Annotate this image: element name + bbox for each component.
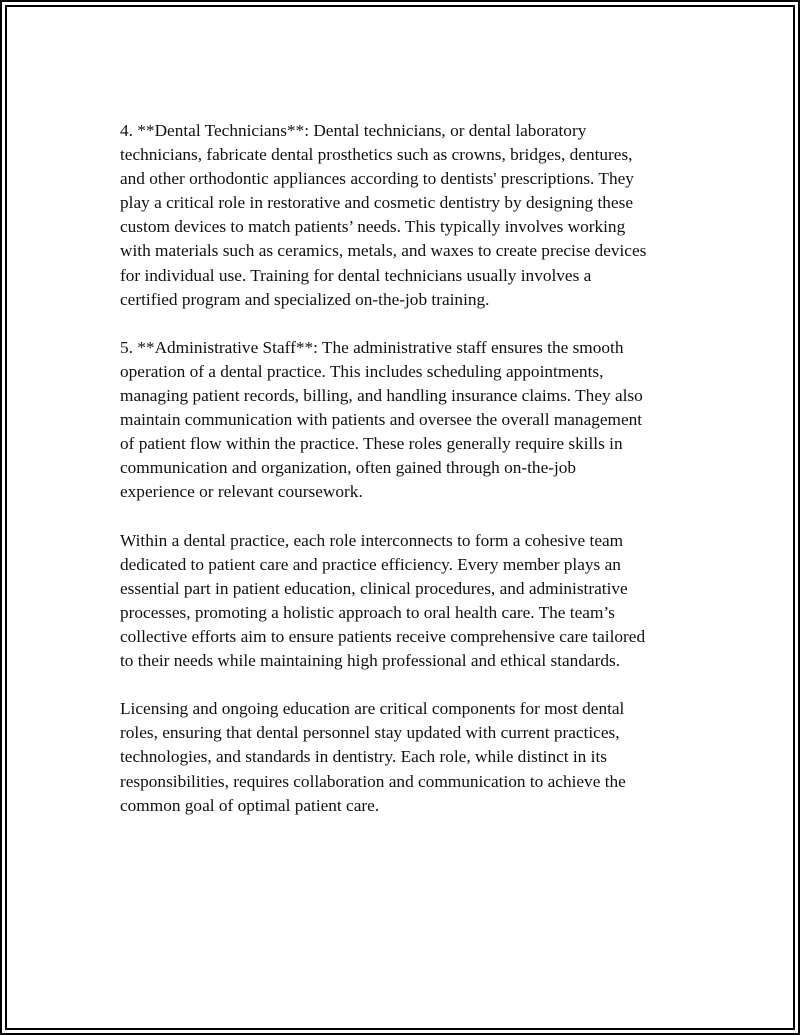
paragraph-dental-technicians: 4. **Dental Technicians**: Dental technicians, or dental laboratory technicians, fabricate dental prosthetics such as crowns, bridges, dentures, and other orthodontic appliances according to dentists' prescriptions. They play a critical role in restorative and cosmetic dentistry by designing these custom devices to match patients’ needs. This typically involves working with materials such as ceramics, metals, and waxes to create precise devices for individual use. Training for dental technicians usually involves a certified program and specialized on-the-job training. [120, 121, 647, 309]
paragraph-administrative-staff: 5. **Administrative Staff**: The administrative staff ensures the smooth operation of a dental practice. This includes scheduling appointments, managing patient records, billing, and handling insurance claims. They also maintain communication with patients and oversee the overall management of patient flow within the practice. These roles generally require skills in communication and organization, often gained through on-the-job experience or relevant coursework. [120, 337, 643, 502]
paragraph-licensing-education: Licensing and ongoing education are critical components for most dental roles, ensuring that dental personnel stay updated with current practices, technologies, and standards in dentistry. Each role, while distinct in its responsibilities, requires collaboration and communication to achieve the common goal of optimal patient care. [120, 699, 626, 815]
document-body [120, 119, 690, 842]
paragraph-team-interconnection: Within a dental practice, each role interconnects to form a cohesive team dedicated to patient care and practice efficiency. Every member plays an essential part in patient education, clinical procedures, and administrative processes, promoting a holistic approach to oral health care. The team’s collective efforts aim to ensure patients receive comprehensive care tailored to their needs while maintaining high professional and ethical standards. [120, 530, 646, 671]
